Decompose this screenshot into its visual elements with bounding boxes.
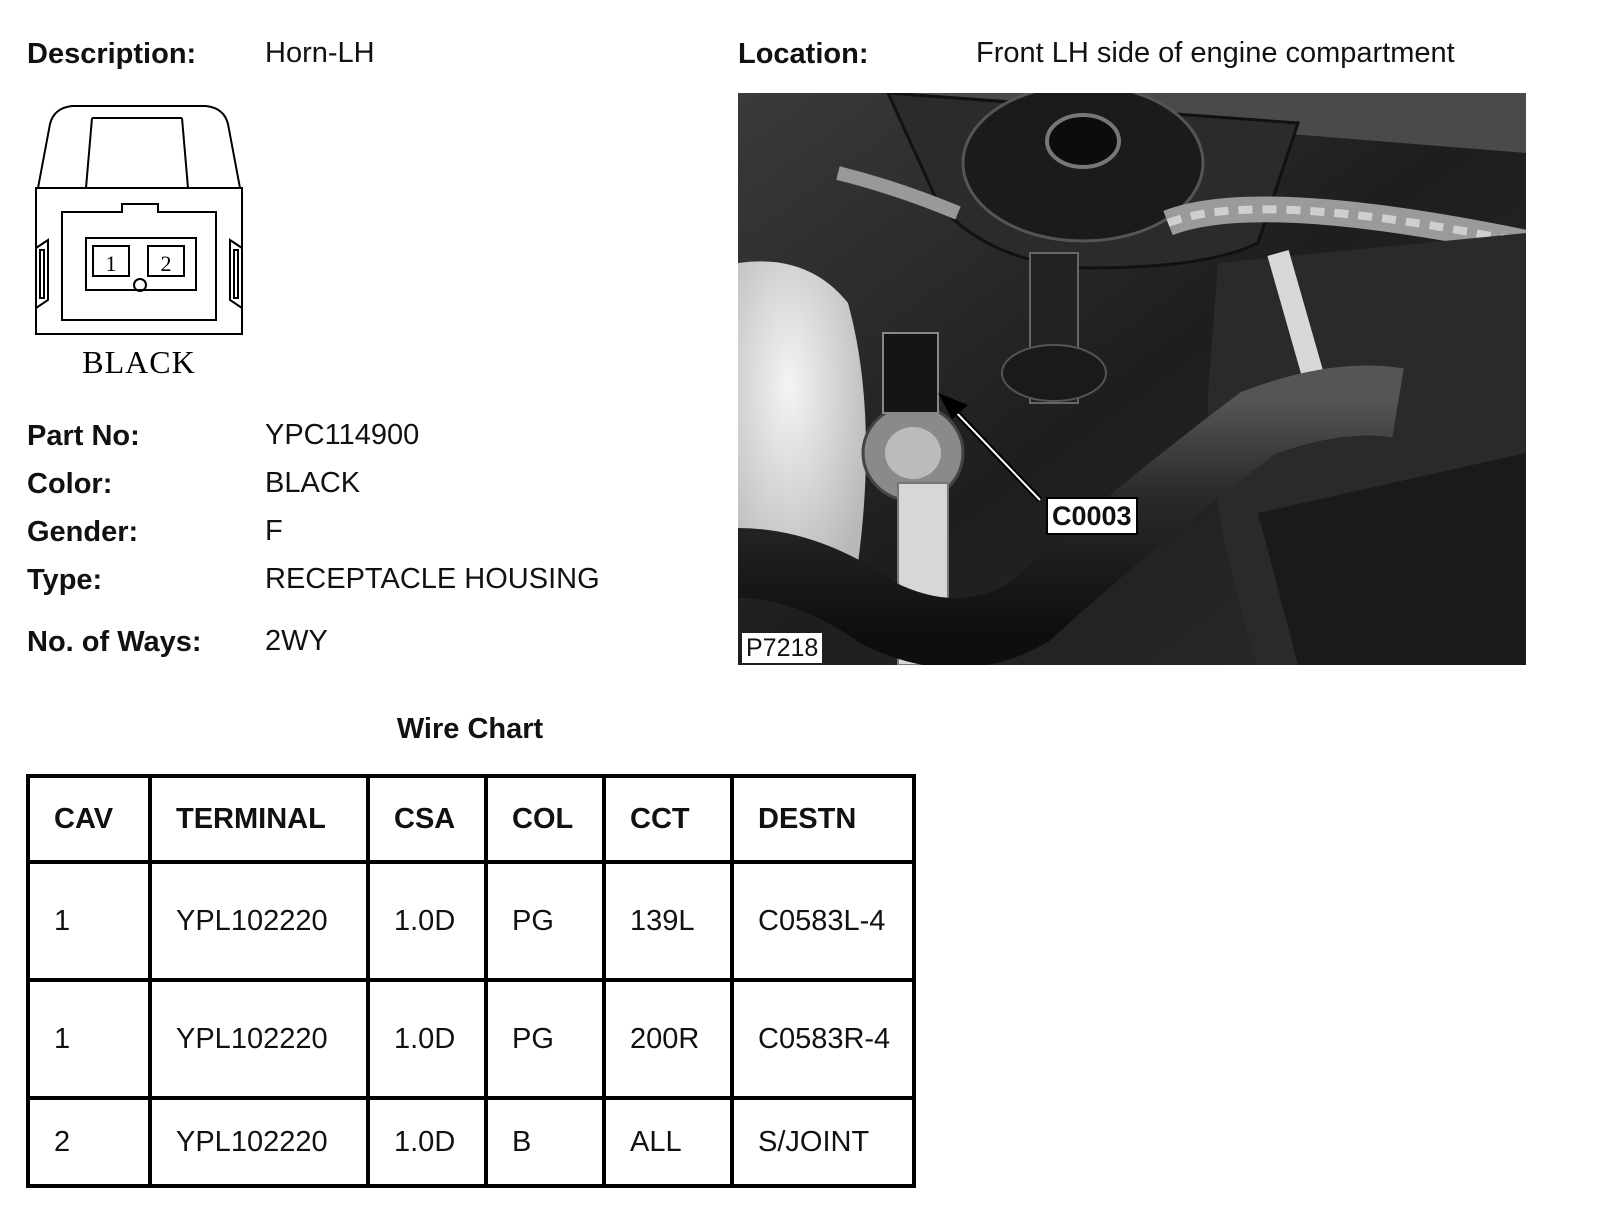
column-header-col: COL: [486, 776, 604, 862]
wire-chart-title: Wire Chart: [396, 713, 544, 745]
cell-csa: 1.0D: [368, 862, 486, 980]
type-value: RECEPTACLE HOUSING: [265, 563, 600, 595]
cell-cav: 1: [28, 862, 150, 980]
ways-label: No. of Ways:: [27, 626, 202, 658]
photo-id-label: P7218: [742, 633, 822, 663]
column-header-cct: CCT: [604, 776, 732, 862]
ways-value: 2WY: [265, 625, 328, 657]
column-header-terminal: TERMINAL: [150, 776, 368, 862]
part-no-value: YPC114900: [265, 419, 420, 451]
connector-color-caption: BLACK: [82, 344, 196, 380]
connector-face-diagram: [30, 100, 250, 390]
cell-csa: 1.0D: [368, 1098, 486, 1186]
cell-destn: C0583R-4: [732, 980, 914, 1098]
connector-pin-1-label: 1: [105, 251, 117, 276]
table-header-row: [28, 776, 914, 862]
cell-csa: 1.0D: [368, 980, 486, 1098]
gender-label: Gender:: [27, 516, 139, 548]
description-value: Horn-LH: [265, 37, 375, 69]
location-photo: [738, 93, 1526, 665]
column-header-csa: CSA: [368, 776, 486, 862]
column-header-destn: DESTN: [732, 776, 914, 862]
table-row: [28, 1098, 914, 1186]
color-label: Color:: [27, 468, 113, 500]
cell-destn: S/JOINT: [732, 1098, 914, 1186]
cell-cct: 139L: [604, 862, 732, 980]
table-row: [28, 862, 914, 980]
cell-col: B: [486, 1098, 604, 1186]
cell-cav: 2: [28, 1098, 150, 1186]
part-no-label: Part No:: [27, 420, 140, 452]
cell-terminal: YPL102220: [150, 980, 368, 1098]
cell-cct: ALL: [604, 1098, 732, 1186]
cell-destn: C0583L-4: [732, 862, 914, 980]
cell-cct: 200R: [604, 980, 732, 1098]
connector-pin-2-label: 2: [160, 251, 172, 276]
gender-value: F: [265, 515, 283, 547]
location-label: Location:: [738, 38, 869, 70]
location-value: Front LH side of engine compartment: [976, 37, 1455, 69]
cell-terminal: YPL102220: [150, 862, 368, 980]
column-header-cav: CAV: [28, 776, 150, 862]
cell-col: PG: [486, 862, 604, 980]
description-label: Description:: [27, 38, 197, 70]
color-value: BLACK: [265, 467, 361, 499]
wire-chart-table: [26, 774, 916, 1188]
cell-terminal: YPL102220: [150, 1098, 368, 1186]
cell-cav: 1: [28, 980, 150, 1098]
cell-col: PG: [486, 980, 604, 1098]
type-label: Type:: [27, 564, 103, 596]
table-row: [28, 980, 914, 1098]
photo-callout-label: C0003: [1046, 497, 1138, 535]
